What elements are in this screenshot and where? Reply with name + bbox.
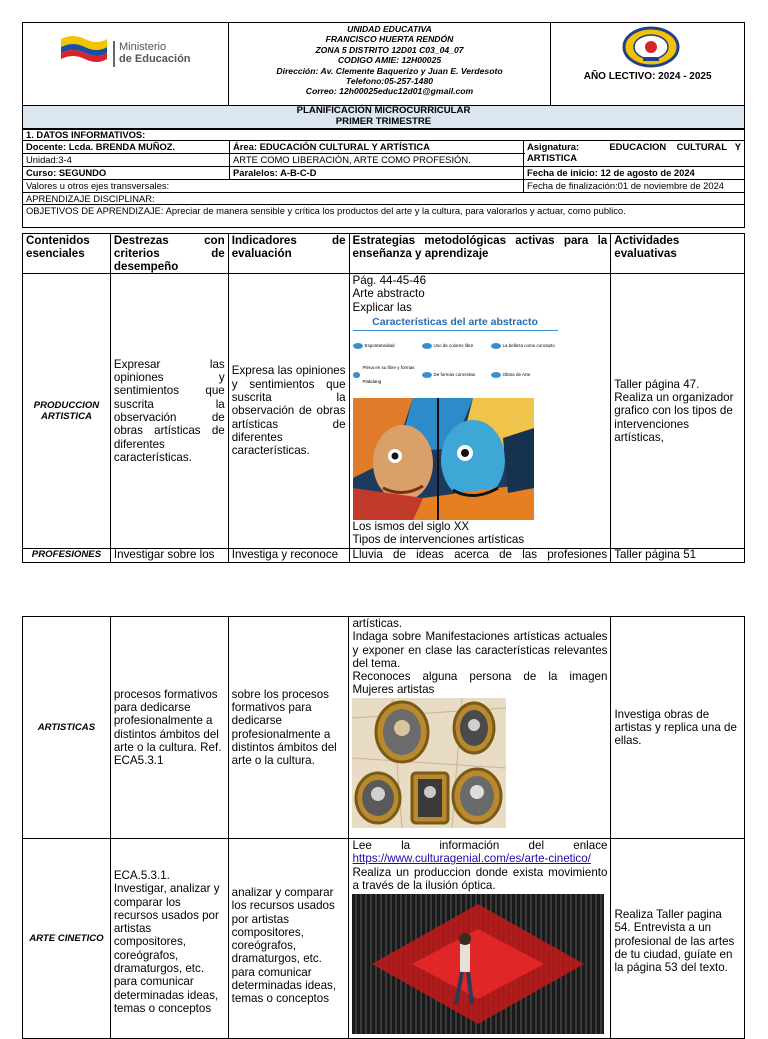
unidad-field: Unidad:3-4 — [23, 154, 230, 167]
actividad-cell: Realiza Taller pagina 54. Entrevista a un profesional de las artes de tu ciudad, guíate en la página 53 del texto. — [611, 839, 745, 1039]
col-estrategias: Estrategias metodológicas activas para la enseñanza y aprendizaje — [349, 234, 611, 274]
info-section-title: 1. DATOS INFORMATIVOS: — [23, 129, 745, 141]
school-year-cell — [551, 23, 745, 106]
unidad-title-field: ARTE COMO LIBERACIÓN, ARTE COMO PROFESIÓN. — [230, 154, 524, 167]
plan-table-page1 — [22, 233, 745, 563]
estrategia-cell: artísticas. Indaga sobre Manifestaciones artísticas actuales y exponer en clase las características relevantes del tema. Reconoces alguna persona de la imagen Mujeres artistas — [349, 617, 611, 839]
indicador-cell: sobre los procesos formativos para dedicarse profesionalmente a distintos ámbitos del arte o la cultura. — [228, 617, 349, 839]
asignatura-field: Asignatura: EDUCACION CULTURAL Y ARTISTICA — [524, 141, 745, 167]
trimester-title: PRIMER TRIMESTRE — [335, 115, 432, 127]
table-row — [23, 839, 745, 1039]
fecha-inicio-field: Fecha de inicio: 12 de agosto de 2024 — [524, 167, 745, 180]
col-contenidos: Contenidos esenciales — [23, 234, 111, 274]
plan-table-page2 — [22, 616, 745, 1039]
destreza-cell: procesos formativos para dedicarse profesionalmente a distintos ámbitos del arte o la cultura. Ref. ECA5.3.1 — [110, 617, 228, 839]
kinetic-art-image — [352, 894, 604, 1034]
col-actividades: Actividades evaluativas — [611, 234, 745, 274]
ministry-logo-cell — [23, 23, 229, 106]
arte-cinetico-link[interactable]: https://www.culturagenial.com/es/arte-cinetico/ — [352, 852, 591, 866]
estrategia-cell: Lee la información del enlace https://www.culturagenial.com/es/arte-cinetico/ Realiza un produccion donde exista movimiento a través de la ilusión óptica. — [349, 839, 611, 1039]
infographic-title: Características del arte abstracto — [372, 315, 538, 328]
row-label-profesiones: PROFESIONES — [23, 549, 111, 563]
bullet-icon — [491, 343, 501, 349]
plan-title: PLANIFICACIÓN MICROCURRICULAR — [296, 105, 471, 116]
col-destrezas: Destrezas con criterios de desempeño — [110, 234, 228, 274]
estrategia-cell: Pág. 44-45-46 Arte abstracto Explicar las Características del arte abstracto Espontaneidad Uso de colores libre La belleza como concepto Plena en su libre y formas Plakdang De formas concretas Obras de Arte Los ismos del siglo XX Tipos de intervenciones artísticas — [349, 274, 611, 549]
col-indicadores: Indicadores de evaluación — [228, 234, 349, 274]
valores-field: Valores u otros ejes transversales: — [23, 180, 524, 193]
indicador-cell: Expresa las opiniones y sentimientos que suscrita la observación de obras artísticas de diferentes características. — [228, 274, 349, 549]
paralelos-field: Paralelos: A-B-C-D — [230, 167, 524, 180]
abstract-painting-image — [353, 398, 534, 520]
bullet-icon — [422, 343, 432, 349]
bullet-icon — [491, 372, 501, 378]
area-field: Área: EDUCACIÓN CULTURAL Y ARTÍSTICA — [230, 141, 524, 154]
abstract-art-infographic: Características del arte abstracto Espontaneidad Uso de colores libre La belleza como concepto Plena en su libre y formas Plakdang De formas concretas Obras de Arte — [353, 316, 558, 398]
destreza-cell: ECA.5.3.1. Investigar, analizar y comparar los recursos usados por artistas compositores, coreógrafos, dramaturgos, etc. para comunicar determinadas ideas, temas o conceptos — [110, 839, 228, 1039]
fecha-fin-field: Fecha de finalización:01 de noviembre de 2024 — [524, 180, 745, 193]
table-row — [23, 549, 745, 563]
indicador-cell: analizar y comparar los recursos usados por artistas compositores, coreógrafos, dramaturgos, etc. para comunicar determinadas ideas, temas o conceptos — [228, 839, 349, 1039]
table-row — [23, 617, 745, 839]
actividad-cell: Taller página 47. Realiza un organizador grafico con los tipos de intervenciones artísticas, — [611, 274, 745, 549]
actividad-cell: Investiga obras de artistas y replica una de ellas. — [611, 617, 745, 839]
actividad-cell: Taller página 51 — [611, 549, 745, 563]
aprendizaje-field: APRENDIZAJE DISCIPLINAR: — [23, 193, 745, 205]
school-info-cell: UNIDAD EDUCATIVA FRANCISCO HUERTA RENDÓN ZONA 5 DISTRITO 12D01 C03_04_07 CODIGO AMIE: 12H00025 Dirección: Av. Clemente Baquerizo y Juan E. Verdesoto Telefono:05-257-1480 Correo: 12h00025educ12d01@gmail.com — [228, 23, 551, 106]
estrategia-cell: Lluvia de ideas acerca de las profesiones — [349, 549, 611, 563]
indicador-cell: Investiga y reconoce — [228, 549, 349, 563]
ministry-name: Ministerio de Educación — [119, 41, 191, 65]
plan-title-band — [23, 106, 745, 130]
destreza-cell: Expresar las opiniones y sentimientos que suscrita la observación de obras artísticas de diferentes características. — [110, 274, 228, 549]
info-table — [22, 128, 745, 228]
school-seal-icon — [621, 26, 681, 68]
destreza-cell: Investigar sobre los — [110, 549, 228, 563]
bullet-icon — [353, 343, 363, 349]
row-label-produccion: PRODUCCION ARTISTICA — [23, 274, 111, 549]
table-row — [23, 274, 745, 549]
docente-field: Docente: Lcda. BRENDA MUÑOZ. — [23, 141, 230, 154]
bullet-icon — [422, 372, 432, 378]
row-label-arte-cinetico: ARTE CINETICO — [23, 839, 111, 1039]
curso-field: Curso: SEGUNDO — [23, 167, 230, 180]
women-artists-image — [352, 698, 506, 828]
header-table — [22, 22, 745, 130]
objetivos-field: OBJETIVOS DE APRENDIZAJE: Apreciar de manera sensible y crítica los productos del arte y la cultura, para valorarlos y actuar, como publico. — [23, 205, 745, 228]
ecuador-flag-icon — [59, 33, 109, 63]
bullet-icon — [353, 372, 361, 378]
row-label-artisticas: ARTISTICAS — [23, 617, 111, 839]
school-year: AÑO LECTIVO: 2024 - 2025 — [583, 71, 712, 82]
